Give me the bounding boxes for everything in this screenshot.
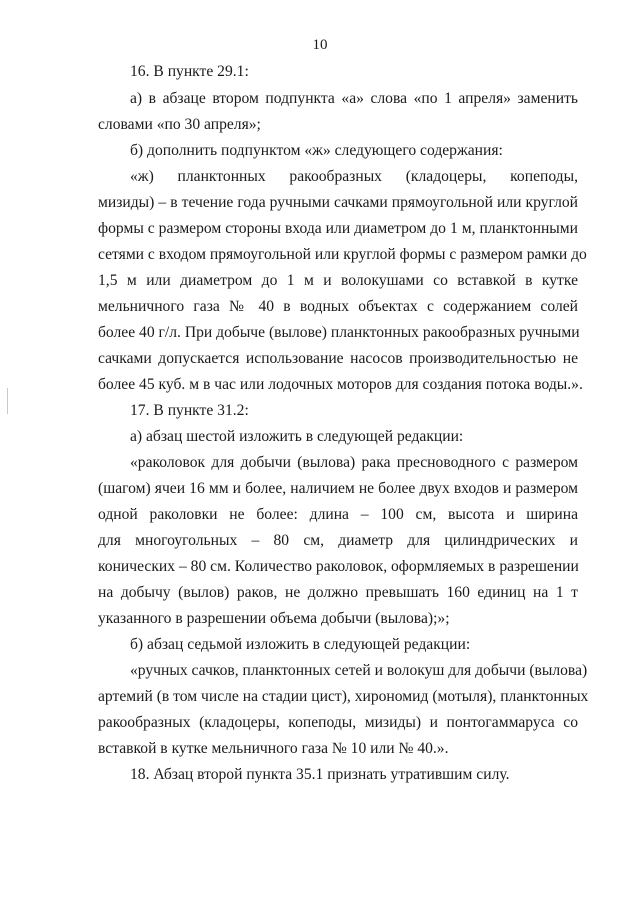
- item-18-heading: 18. Абзац второй пункта 35.1 признать утратившим силу.: [130, 766, 510, 783]
- text-line: на добычу (вылов) раков, не должно превышать 160 единиц на 1 т: [98, 584, 578, 601]
- text-line: «раколовок для добычи (вылова) рака пресноводного с размером: [130, 454, 578, 471]
- text-line: (шагом) ячеи 16 мм и более, наличием не более двух входов и размером: [98, 480, 578, 497]
- text-line: мизиды) – в течение года ручными сачками прямоугольной или круглой: [98, 194, 578, 211]
- text-line: словами «по 30 апреля»;: [98, 116, 261, 133]
- margin-mark: [7, 388, 8, 414]
- text-line: ракообразных (кладоцеры, копеподы, мизиды) и понтогаммаруса со: [98, 714, 578, 731]
- item-16-heading: 16. В пункте 29.1:: [130, 63, 249, 80]
- text-line: артемий (в том числе на стадии цист), хирономид (мотыля), планктонных: [98, 688, 589, 705]
- text-line: б) абзац седьмой изложить в следующей редакции:: [130, 636, 471, 653]
- text-line: указанного в разрешении объема добычи (вылова);»;: [98, 610, 450, 627]
- text-line: б) дополнить подпунктом «ж» следующего содержания:: [130, 142, 503, 159]
- text-line: для многоугольных – 80 см, диаметр для цилиндрических и: [98, 532, 578, 549]
- text-line: 1,5 м или диаметром до 1 м и волокушами со вставкой в кутке: [98, 272, 578, 289]
- text-line: формы с размером стороны входа или диаметром до 1 м, планктонными: [98, 220, 578, 237]
- text-line: «ручных сачков, планктонных сетей и волокуш для добычи (вылова): [130, 662, 588, 679]
- text-line: «ж) планктонных ракообразных (кладоцеры, копеподы,: [130, 168, 578, 185]
- text-line: конических – 80 см. Количество раколовок, оформляемых в разрешении: [98, 558, 579, 575]
- text-line: более 45 куб. м в час или лодочных моторов для создания потока воды.».: [98, 376, 583, 393]
- text-line: одной раколовки не более: длина – 100 см, высота и ширина: [98, 506, 578, 523]
- text-line: сетями с входом прямоугольной или круглой формы с размером рамки до: [98, 246, 587, 263]
- item-17-heading: 17. В пункте 31.2:: [130, 402, 249, 419]
- page-number: 10: [312, 37, 328, 53]
- text-line: мельничного газа № 40 в водных объектах с содержанием солей: [98, 298, 578, 315]
- text-line: вставкой в кутке мельничного газа № 10 или № 40.».: [98, 740, 449, 757]
- text-line: а) абзац шестой изложить в следующей редакции:: [130, 428, 464, 445]
- text-line: а) в абзаце втором подпункта «а» слова «по 1 апреля» заменить: [130, 90, 578, 107]
- text-line: более 40 г/л. При добыче (вылове) планктонных ракообразных ручными: [98, 324, 580, 341]
- text-line: сачками допускается использование насосов производительностью не: [98, 350, 578, 367]
